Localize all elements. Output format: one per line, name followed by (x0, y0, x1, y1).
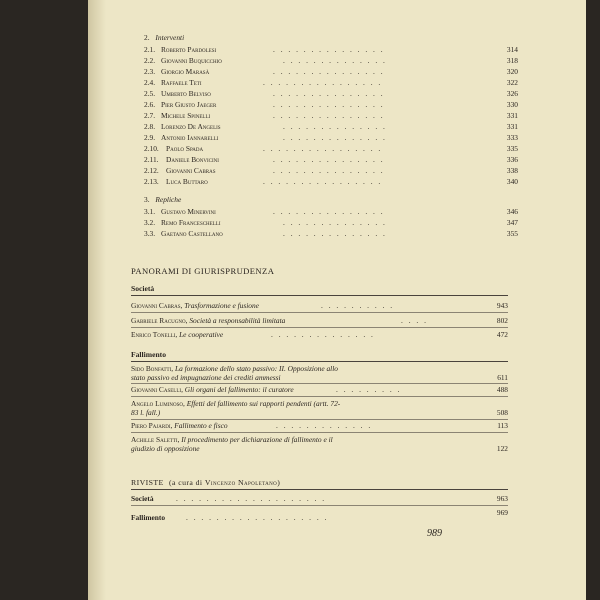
panorama-entry: Piero Pajardi, Fallimento e fisco . . . . . . . . . . . . . 113 (131, 421, 508, 430)
panorama-entry: Enrico Tonelli, Le cooperative . . . . . . . . . . . . . . 472 (131, 330, 508, 339)
section-number: 2. (144, 33, 150, 42)
section-title: Repliche (155, 195, 182, 204)
toc-entry: 2.10. Paolo Spada 335 (144, 144, 518, 153)
fallimento-subheading: Fallimento (131, 350, 167, 359)
toc-entry: 2.1. Roberto Pardolesi 314 (144, 45, 518, 54)
divider (131, 327, 508, 328)
divider (131, 432, 508, 433)
divider (131, 396, 508, 397)
toc-entry: 2.4. Raffaele Teti 322 (144, 78, 518, 87)
toc-entry: 2.12. Giovanni Cabras 338 (144, 166, 518, 175)
toc-entry: 2.3. Giorgio Marasà 320 (144, 67, 518, 76)
panorama-entry: Sido Bonfatti, La formazione dello stato passivo: II. Opposizione allo stato passivo ed impugnazione dei crediti ammessi 611 (131, 364, 508, 382)
section-heading-interventi (144, 33, 184, 42)
toc-entry: 3.2. Remo Franceschelli 347 (144, 218, 518, 227)
section-number: 3. (144, 195, 150, 204)
panorama-entry: Achille Saletti, Il procedimento per dichiarazione di fallimento e il giudizio di opposizione 122 (131, 435, 508, 453)
toc-entry: 2.11. Daniele Bonvicini 336 (144, 155, 518, 164)
societa-subheading: Società (131, 284, 155, 293)
riviste-heading: RIVISTE (a cura di Vincenzo Napoletano) (131, 478, 281, 487)
book-page: 2. Interventi 2.1. Roberto Pardolesi 314 2.2. Giovanni Buquicchio 318 2.3. Giorgio Marasà 320 2.4. Raffaele Teti 322 2.5. Umberto Belviso 326 2.6. Pier Giusto Jaeger 330 2.7. Michele Spinelli 331 2.8. Lorenzo De Angelis 331 2.9. Antonio Iannarelli 333 2.10. Paolo Spada 335 2.11. Daniele Bonvicini 336 2.12. Giovanni Cabras 338 2.13. Luca Buttaro 340 . . . . . . . . . . . . . . . . . . . . . . . . . . . . . . . . . . . . . . . . . . . . . . . . . . . . . . . . . . . . . . . . . . . . . . . . . . . . . . . . . . . . . . . . . . . . . . . . . . . . . . . . . . . . . . . . . . . . . . . . . . . . . . . . . . . . . . . . . . . . . . . . . . . . . . . . . . . . . . . . . . . . . . . . . . . . . . . . . . . . . . . . . . . . . . . . . . . 3. Repliche 3.1. Gustavo Minervini 346 3.2. Remo Franceschelli 347 3.3. Gaetano Castellano 355 . . . . . . . . . . . . . . . . . . . . . . . . . . . . . . . . . . . . . . . . . . . PANORAMI DI GIURISPRUDENZA Società Giovanni Cabras, Trasformazione e fusione . . . . . . . . . . 943 Gabriele Racugno, Società a responsabilità limitata . . . . 802 Enrico Tonelli, Le cooperative . . . . . . . . . . . . . . 472 Fallimento Sido Bonfatti, La formazione dello stato passivo: II. Opposizione allo stato passivo ed impugnazione dei crediti ammessi 611 Giovanni Caselli, Gli organi del fallimento: il curatore . . . . . . . . . 488 Angelo Luminoso, Effetti del fallimento sui rapporti pendenti (artt. 72- 83 l. fall.) 508 Piero Pajardi, Fallimento e fisco . . . . . . . . . . . . . 113 Achille Saletti, Il procedimento per dichiarazione di fallimento e il giudizio di opposizione 122 RIVISTE (a cura di Vincenzo Napoletano) Società . . . . . . . . . . . . . . . . . . . . 963 Fallimento . . . . . . . . . . . . . . . . . . . 969 989 (88, 0, 586, 600)
page-number: 989 (427, 528, 442, 539)
panorama-entry: Giovanni Cabras, Trasformazione e fusione . . . . . . . . . . 943 (131, 301, 508, 310)
toc-entry: 2.6. Pier Giusto Jaeger 330 (144, 100, 518, 109)
section-title: Interventi (155, 33, 185, 42)
divider (131, 361, 508, 362)
toc-entry: 2.9. Antonio Iannarelli 333 (144, 133, 518, 142)
divider (131, 489, 508, 490)
divider (131, 419, 508, 420)
toc-entry: 3.1. Gustavo Minervini 346 (144, 207, 518, 216)
divider (131, 295, 508, 296)
toc-entry: 2.8. Lorenzo De Angelis 331 (144, 122, 518, 131)
page-gutter-shadow (88, 0, 106, 600)
divider (131, 505, 508, 506)
divider (131, 312, 508, 313)
panorama-entry: Gabriele Racugno, Società a responsabilità limitata . . . . 802 (131, 316, 508, 325)
panorama-entry: Angelo Luminoso, Effetti del fallimento sui rapporti pendenti (artt. 72- 83 l. fall.) 508 (131, 399, 508, 417)
riviste-entry: Fallimento . . . . . . . . . . . . . . . . . . . 969 (131, 508, 508, 522)
toc-entry: 2.7. Michele Spinelli 331 (144, 111, 518, 120)
riviste-entry: Società . . . . . . . . . . . . . . . . . . . . 963 (131, 494, 508, 503)
toc-entry: 3.3. Gaetano Castellano 355 (144, 229, 518, 238)
panorama-entry: Giovanni Caselli, Gli organi del fallimento: il curatore . . . . . . . . . 488 (131, 385, 508, 394)
panorami-heading: PANORAMI DI GIURISPRUDENZA (131, 266, 275, 276)
toc-entry: 2.13. Luca Buttaro 340 (144, 177, 518, 186)
toc-entry: 2.2. Giovanni Buquicchio 318 (144, 56, 518, 65)
section-heading-repliche (144, 195, 181, 204)
divider (131, 383, 508, 384)
toc-entry: 2.5. Umberto Belviso 326 (144, 89, 518, 98)
